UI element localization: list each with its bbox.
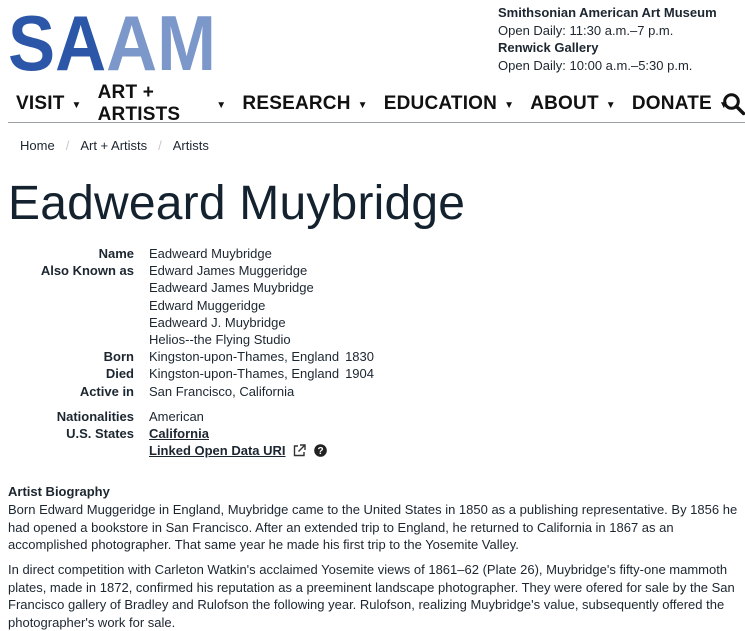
- aka-value: Eadweard J. Muybridge: [149, 314, 286, 330]
- breadcrumb: [20, 138, 209, 153]
- nav-about-label: ABOUT: [530, 93, 599, 114]
- state-link-california[interactable]: California: [149, 426, 209, 442]
- svg-text:?: ?: [317, 446, 324, 458]
- aka-label: Also Known as: [40, 263, 134, 279]
- active-value: San Francisco, California: [149, 383, 295, 399]
- nav-visit[interactable]: [16, 93, 82, 115]
- died-value: [149, 365, 374, 382]
- nav-art-artists[interactable]: [98, 82, 227, 126]
- gallery-hours-text: Open Daily: 10:00 a.m.–5:30 p.m.: [498, 57, 693, 73]
- biography-heading: Artist Biography: [8, 484, 110, 499]
- linked-open-data-link[interactable]: Linked Open Data URI: [149, 443, 286, 459]
- search-icon[interactable]: [722, 92, 745, 116]
- museum-name: Smithsonian American Art Museum: [498, 5, 717, 20]
- aka-value: Helios--the Flying Studio: [149, 332, 291, 348]
- nav-education[interactable]: [384, 93, 514, 115]
- breadcrumb-artists[interactable]: Artists: [172, 138, 209, 153]
- states-label: U.S. States: [66, 426, 134, 442]
- biography-paragraph: In direct competition with Carleton Watkin's acclaimed Yosemite views of 1861–62 (Plate 26), Muybridge's fifty-one mammoth plates, made in 1872, confirmed his reputation as a preeminent landscape photographer. They were ofered for sale by the San Francisco gallery of Bradley and Rulofson the following year. Rulofson, realizing Muybridge's value, subsequently offered the photographer's work for sale.: [8, 562, 735, 630]
- caret-down-icon: ▼: [605, 99, 616, 111]
- aka-value: Edward James Muggeridge: [149, 263, 308, 279]
- nav-divider: [8, 122, 745, 123]
- nav-research[interactable]: [242, 93, 367, 115]
- external-link-icon[interactable]: [293, 444, 306, 457]
- breadcrumb-separator: /: [158, 138, 162, 153]
- nav-visit-label: VISIT: [16, 93, 65, 114]
- caret-down-icon: ▼: [718, 99, 729, 111]
- svg-text:SAAM: SAAM: [8, 10, 216, 72]
- artist-facts: [0, 245, 374, 459]
- aka-value: Eadweard James Muybridge: [149, 280, 314, 296]
- help-icon[interactable]: [314, 444, 327, 457]
- name-value: Eadweard Muybridge: [149, 246, 272, 261]
- nationalities-value: American: [149, 408, 204, 424]
- breadcrumb-home[interactable]: Home: [20, 138, 55, 153]
- breadcrumb-separator: /: [65, 138, 70, 153]
- page-title: Eadweard Muybridge: [8, 177, 466, 230]
- nav-donate[interactable]: [632, 93, 729, 115]
- name-label: Name: [98, 246, 134, 261]
- caret-down-icon: ▼: [357, 99, 368, 111]
- nationalities-label: Nationalities: [56, 408, 134, 424]
- biography-paragraph: Born Edward Muggeridge in England, Muybridge came to the United States in 1850 as a publishing representative. By 1856 he had opened a bookstore in San Francisco. After an extended trip to England, he returned to California in 1867 as an accomplished photographer. That same year he made his first trip to the Yosemite Valley.: [8, 502, 738, 552]
- saam-logo[interactable]: [8, 10, 218, 72]
- nav-research-label: RESEARCH: [242, 93, 351, 114]
- main-nav: [16, 82, 745, 125]
- active-label: Active in: [79, 383, 134, 399]
- museum-hours: [498, 4, 717, 74]
- gallery-name: Renwick Gallery: [498, 40, 599, 55]
- caret-down-icon: ▼: [71, 99, 82, 111]
- aka-value: Edward Muggeridge: [149, 297, 266, 313]
- died-year: 1904: [345, 366, 374, 382]
- museum-hours-text: Open Daily: 11:30 a.m.–7 p.m.: [498, 22, 674, 38]
- caret-down-icon: ▼: [216, 99, 227, 111]
- nav-art-artists-label: ART + ARTISTS: [97, 82, 181, 125]
- nav-about[interactable]: [530, 93, 616, 115]
- born-label: Born: [103, 349, 134, 365]
- born-place: Kingston-upon-Thames, England: [149, 349, 340, 365]
- caret-down-icon: ▼: [504, 99, 515, 111]
- nav-education-label: EDUCATION: [383, 93, 498, 114]
- born-value: [149, 348, 374, 365]
- born-year: 1830: [345, 349, 374, 365]
- died-place: Kingston-upon-Thames, England: [149, 366, 340, 382]
- breadcrumb-art-artists[interactable]: Art + Artists: [80, 138, 148, 153]
- nav-donate-label: DONATE: [631, 93, 712, 114]
- died-label: Died: [105, 366, 134, 382]
